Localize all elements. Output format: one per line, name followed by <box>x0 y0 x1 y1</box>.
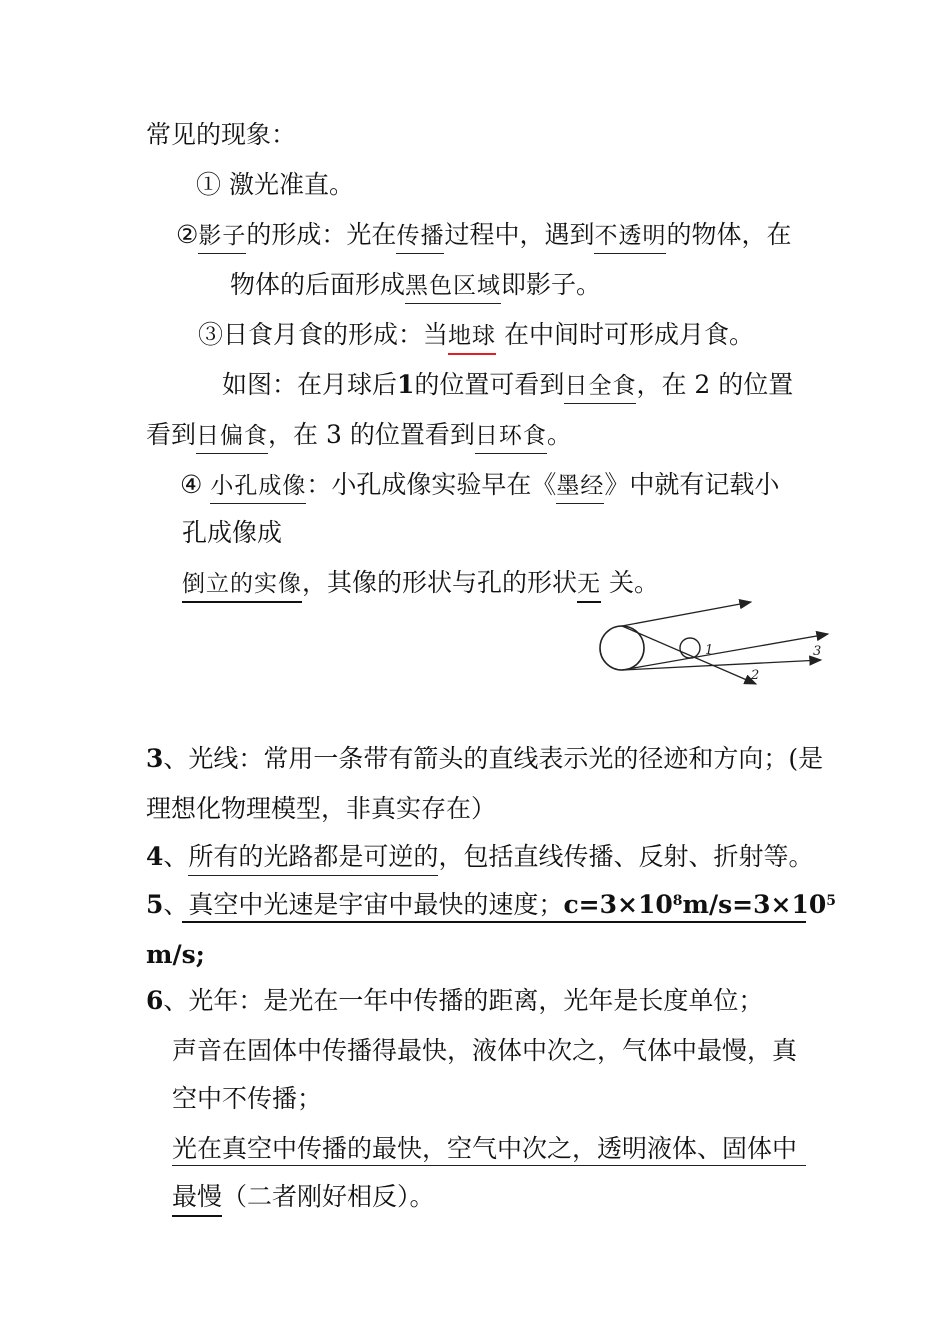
fill-shadow: 影子 <box>198 223 246 254</box>
sound-line-1: 声音在固体中传播得最快，液体中次之，气体中最慢，真 <box>172 1036 798 1065</box>
sound-line-2: 空中不传播； <box>172 1084 323 1113</box>
laser-item: ① 激光准直。 <box>196 170 354 199</box>
light-speed-text-5b: （二者刚好相反）。 <box>222 1182 435 1211</box>
shadow-text-5: 物体的后面形成 <box>230 270 406 299</box>
point-5-number: 5 <box>146 890 164 919</box>
pinhole-text-6: 关。 <box>601 568 659 597</box>
point-4-number: 4 <box>146 842 164 871</box>
eclipse-line-3 <box>146 418 572 453</box>
fill-inverted-real-image: 倒立的实像 <box>182 571 302 603</box>
point-3-number: 3 <box>146 744 164 773</box>
exponent-5: 5 <box>826 893 836 909</box>
fill-dark-region: 黑色区域 <box>405 273 501 304</box>
speed-formula-2: m/s=3×10 <box>682 890 827 919</box>
pinhole-text-2: ：小孔成像实验早在《 <box>306 470 557 499</box>
light-speed-line-1: 光在真空中传播的最快，空气中次之，透明液体、固体中 <box>172 1134 798 1163</box>
reversible-light-path: 所有的光路都是可逆的 <box>188 842 438 876</box>
eclipse-text-8: 。 <box>546 420 572 449</box>
fill-total-eclipse: 日全食 <box>564 373 636 404</box>
point-3-line-2: 理想化物理模型，非真实存在） <box>146 794 497 823</box>
point-5-line-2: m/s; <box>146 940 205 969</box>
fill-annular-eclipse: 日环食 <box>475 423 547 454</box>
eclipse-text-6: 看到 <box>146 420 197 449</box>
light-speed-underline <box>172 1165 806 1166</box>
fill-irrelevant: 无 <box>577 571 601 603</box>
eclipse-text-7: ，在 3 的位置看到 <box>268 420 475 449</box>
intro-text: 常见的现象： <box>146 120 297 149</box>
point-5-line <box>146 888 836 922</box>
shadow-text-2: 的形成：光在 <box>246 220 397 249</box>
pinhole-text-3: 》中就有记载小 <box>604 470 780 499</box>
fill-partial-eclipse: 日偏食 <box>196 423 268 454</box>
point-3-text-1: 、光线：常用一条带有箭头的直线表示光的径迹和方向；(是 <box>163 744 824 773</box>
ray-upper-outer <box>622 602 751 626</box>
point-5-sep: 、 <box>163 890 189 919</box>
shadow-text-6: 即影子。 <box>501 270 602 299</box>
pinhole-text-5: ，其像的形状与孔的形状 <box>302 568 578 597</box>
point-4-line <box>146 840 813 874</box>
fill-mojing: 墨经 <box>556 473 604 504</box>
speed-formula-1: c=3×10 <box>563 890 673 919</box>
diagram-label-1: 1 <box>705 643 714 658</box>
shadow-text-4: 的物体，在 <box>666 220 792 249</box>
diagram-label-3: 3 <box>813 644 822 659</box>
fill-propagation: 传播 <box>396 223 444 254</box>
pinhole-marker: ④ <box>180 470 203 499</box>
point-4-rest: ，包括直线传播、反射、折射等。 <box>438 842 814 871</box>
point-5-text: 真空中光速是宇宙中最快的速度； <box>188 890 564 919</box>
eclipse-text-3: 如图：在月球后 <box>222 370 398 399</box>
fill-pinhole: 小孔成像 <box>210 473 306 504</box>
eclipse-text-1: ③日食月食的形成：当 <box>198 320 449 349</box>
diagram-label-2: 2 <box>751 668 760 683</box>
point-4-sep: 、 <box>163 842 189 871</box>
point-6-line-1 <box>146 984 763 1018</box>
fill-earth: 地球 <box>448 323 496 355</box>
pinhole-line-1 <box>180 468 779 503</box>
pinhole-line-2: 孔成像成 <box>182 518 283 547</box>
point-6-number: 6 <box>146 986 164 1015</box>
slowest-label: 最慢 <box>172 1182 222 1217</box>
point-5-underline <box>182 921 806 923</box>
fill-opaque: 不透明 <box>594 223 666 254</box>
eclipse-line-1 <box>198 318 754 353</box>
eclipse-text-4: 的位置可看到 <box>414 370 565 399</box>
shadow-line-1 <box>176 218 791 253</box>
light-speed-line-2 <box>172 1180 435 1214</box>
eclipse-line-2 <box>222 368 793 403</box>
eclipse-text-2: 在中间时可形成月食。 <box>496 320 754 349</box>
shadow-line-2 <box>230 268 601 303</box>
exponent-8: 8 <box>672 893 683 909</box>
shadow-marker: ② <box>176 220 199 249</box>
point-3-line-1 <box>146 742 823 776</box>
shadow-text-3: 过程中，遇到 <box>444 220 595 249</box>
eclipse-diagram <box>596 596 836 700</box>
point-6-text-1: 、光年：是光在一年中传播的距离，光年是长度单位； <box>163 986 764 1015</box>
pinhole-line-3 <box>182 566 659 601</box>
position-1: 1 <box>397 370 415 399</box>
eclipse-text-5: ，在 2 的位置 <box>636 370 794 399</box>
